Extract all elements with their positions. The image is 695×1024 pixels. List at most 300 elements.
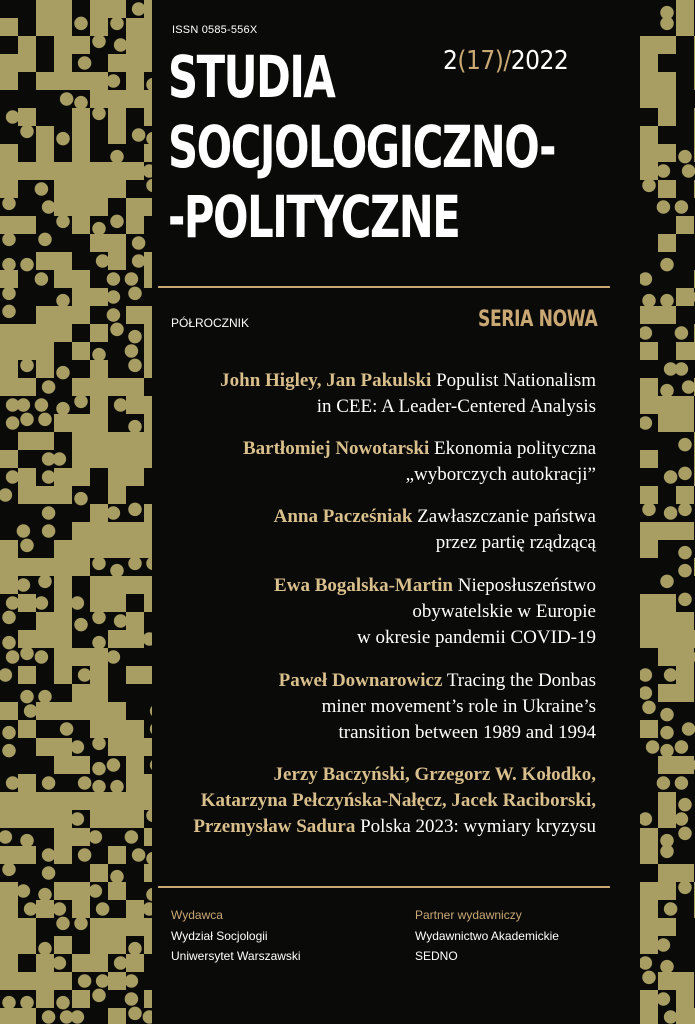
pattern-tile: [90, 288, 108, 306]
pattern-tile: [0, 144, 18, 162]
pattern-blob: [642, 294, 656, 308]
pattern-tile: [658, 972, 676, 990]
pattern-tile: [90, 234, 108, 252]
pattern-tile: [108, 936, 126, 954]
pattern-tile: [90, 432, 108, 450]
pattern-tile: [108, 576, 126, 594]
pattern-tile: [108, 54, 126, 72]
pattern-blob: [128, 503, 142, 517]
pattern-tile: [18, 54, 36, 72]
pattern-tile: [0, 702, 18, 720]
pattern-tile: [90, 594, 108, 612]
pattern-tile: [54, 252, 72, 270]
pattern-tile: [36, 0, 54, 18]
pattern-blob: [110, 215, 124, 229]
pattern-tile: [18, 486, 36, 504]
pattern-blob: [92, 348, 106, 362]
pattern-blob: [92, 737, 106, 751]
pattern-blob: [132, 236, 146, 250]
article-entry: [274, 504, 596, 556]
pattern-blob: [642, 701, 656, 715]
article-title: Nieposłuszeństwo: [452, 575, 596, 596]
pattern-blob: [38, 942, 52, 956]
frequency-label: PÓŁROCZNIK: [171, 316, 250, 330]
pattern-tile: [640, 990, 658, 1008]
pattern-tile: [144, 324, 152, 342]
pattern-blob: [114, 38, 128, 52]
article-author: Anna Pacześniak: [273, 506, 413, 527]
pattern-tile: [126, 630, 144, 648]
pattern-blob: [2, 996, 16, 1010]
pattern-blob: [42, 776, 56, 790]
pattern-blob: [17, 398, 31, 412]
pattern-blob: [110, 150, 124, 164]
pattern-blob: [675, 362, 689, 376]
pattern-tile: [18, 630, 36, 648]
article-title: in CEE: A Leader-Centered Analysis: [316, 396, 596, 417]
pattern-tile: [72, 792, 90, 810]
pattern-blob: [38, 888, 52, 902]
pattern-tile: [36, 324, 54, 342]
pattern-tile: [144, 270, 152, 288]
publisher-label: Wydawca: [171, 908, 223, 922]
pattern-tile: [676, 972, 694, 990]
article-author: Przemysław Sadura: [193, 816, 356, 837]
pattern-tile: [108, 702, 126, 720]
pattern-blob: [74, 96, 88, 110]
pattern-tile: [90, 0, 108, 18]
pattern-tile: [126, 810, 144, 828]
pattern-tile: [90, 450, 108, 468]
pattern-tile: [144, 990, 152, 1008]
pattern-blob: [660, 708, 674, 722]
pattern-tile: [36, 612, 54, 630]
pattern-tile: [108, 630, 126, 648]
pattern-tile: [54, 54, 72, 72]
journal-title-line: -POLITYCZNE: [168, 183, 460, 251]
pattern-blob: [107, 758, 121, 772]
pattern-tile: [144, 198, 152, 216]
pattern-tile: [658, 864, 676, 882]
pattern-blob: [6, 596, 20, 610]
pattern-tile: [54, 738, 72, 756]
pattern-tile: [72, 882, 90, 900]
pattern-tile: [658, 684, 676, 702]
pattern-blob: [675, 326, 689, 340]
pattern-tile: [126, 36, 144, 54]
pattern-blob: [71, 596, 85, 610]
pattern-tile: [90, 918, 108, 936]
pattern-blob: [56, 402, 70, 416]
pattern-tile: [676, 522, 694, 540]
series-label: SERIA NOWA: [478, 307, 598, 332]
pattern-tile: [144, 774, 152, 792]
pattern-tile: [36, 144, 54, 162]
pattern-tile: [54, 540, 72, 558]
pattern-blob: [35, 596, 49, 610]
article-title: Zawłaszczanie państwa: [412, 506, 596, 527]
pattern-tile: [54, 414, 72, 432]
pattern-tile: [36, 126, 54, 144]
pattern-tile: [126, 540, 144, 558]
pattern-tile: [18, 810, 36, 828]
pattern-blob: [78, 776, 92, 790]
pattern-blob: [107, 506, 121, 520]
pattern-tile: [0, 954, 18, 972]
pattern-tile: [54, 162, 72, 180]
pattern-tile: [72, 540, 90, 558]
pattern-tile: [90, 360, 108, 378]
pattern-blob: [678, 564, 692, 578]
journal-title-line: STUDIA: [168, 43, 335, 111]
pattern-tile: [640, 306, 658, 324]
article-author: Katarzyna Pełczyńska-Nałęcz, Jacek Raciborski,: [200, 790, 596, 811]
pattern-tile: [144, 342, 152, 360]
pattern-tile: [90, 684, 108, 702]
article-author: Jerzy Baczyński, Grzegorz W. Kołodko,: [273, 764, 596, 785]
pattern-tile: [640, 594, 658, 612]
pattern-blob: [664, 506, 678, 520]
pattern-tile: [676, 486, 694, 504]
partner-label: Partner wydawniczy: [415, 908, 522, 922]
pattern-blob: [107, 308, 121, 322]
pattern-tile: [0, 846, 18, 864]
pattern-tile: [0, 18, 18, 36]
pattern-blob: [42, 848, 56, 862]
pattern-tile: [90, 198, 108, 216]
article-line: [220, 394, 596, 420]
pattern-blob: [128, 1007, 142, 1021]
pattern-tile: [658, 306, 676, 324]
pattern-tile: [18, 216, 36, 234]
pattern-tile: [18, 1008, 36, 1024]
pattern-tile: [90, 378, 108, 396]
pattern-tile: [0, 72, 18, 90]
pattern-blob: [2, 636, 16, 650]
pattern-tile: [54, 468, 72, 486]
pattern-tile: [18, 468, 36, 486]
partner-info: [415, 926, 559, 966]
pattern-tile: [18, 108, 36, 126]
article-line: [274, 530, 596, 556]
pattern-blob: [640, 686, 652, 700]
pattern-tile: [18, 720, 36, 738]
pattern-tile: [144, 54, 152, 72]
pattern-tile: [108, 234, 126, 252]
pattern-tile: [72, 126, 90, 144]
pattern-blob: [38, 575, 52, 589]
pattern-blob: [132, 848, 146, 862]
pattern-tile: [36, 306, 54, 324]
pattern-blob: [110, 323, 124, 337]
pattern-tile: [0, 792, 18, 810]
pattern-blob: [657, 776, 671, 790]
pattern-blob: [640, 272, 652, 286]
pattern-blob: [2, 726, 16, 740]
pattern-tile: [126, 522, 144, 540]
publisher-line: Wydział Socjologii: [171, 929, 268, 943]
pattern-tile: [72, 36, 90, 54]
pattern-tile: [126, 612, 144, 630]
pattern-tile: [54, 270, 72, 288]
pattern-tile: [36, 738, 54, 756]
pattern-tile: [676, 648, 694, 666]
pattern-tile: [640, 396, 658, 414]
pattern-blob: [92, 989, 106, 1003]
article-title: miner movement’s role in Ukraine’s: [321, 696, 596, 717]
pattern-blob: [92, 557, 106, 571]
pattern-blob: [128, 942, 142, 956]
article-title: Ekonomia polityczna: [429, 438, 596, 459]
pattern-tile: [18, 918, 36, 936]
pattern-tile: [90, 666, 108, 684]
article-author: John Higley, Jan Pakulski: [220, 370, 432, 391]
pattern-tile: [72, 900, 90, 918]
pattern-blob: [640, 668, 652, 682]
pattern-blob: [0, 488, 12, 502]
article-entry: [220, 368, 596, 420]
pattern-tile: [640, 612, 658, 630]
pattern-tile: [144, 36, 152, 54]
pattern-tile: [54, 558, 72, 576]
pattern-blob: [38, 690, 52, 704]
pattern-tile: [54, 828, 72, 846]
issue-number-value: 2: [443, 46, 458, 76]
pattern-tile: [144, 306, 152, 324]
article-line: [193, 762, 596, 788]
pattern-tile: [36, 972, 54, 990]
pattern-blob: [125, 272, 139, 286]
article-line: [243, 462, 596, 488]
pattern-tile: [54, 198, 72, 216]
pattern-tile: [18, 432, 36, 450]
pattern-tile: [18, 162, 36, 180]
pattern-tile: [54, 666, 72, 684]
pattern-tile: [108, 108, 126, 126]
pattern-tile: [108, 540, 126, 558]
pattern-blob: [132, 254, 146, 268]
pattern-tile: [144, 828, 152, 846]
pattern-blob: [125, 992, 139, 1006]
pattern-tile: [144, 792, 152, 810]
pattern-tile: [54, 936, 72, 954]
pattern-tile: [126, 918, 144, 936]
pattern-blob: [71, 812, 85, 826]
pattern-tile: [676, 612, 694, 630]
pattern-blob: [92, 611, 106, 625]
pattern-blob: [74, 17, 88, 31]
pattern-tile: [0, 360, 18, 378]
pattern-blob: [642, 503, 656, 517]
pattern-tile: [658, 630, 676, 648]
pattern-tile: [90, 810, 108, 828]
pattern-blob: [2, 744, 16, 758]
pattern-tile: [36, 72, 54, 90]
pattern-blob: [6, 470, 20, 484]
pattern-tile: [90, 90, 108, 108]
pattern-blob: [128, 557, 142, 571]
pattern-tile: [54, 702, 72, 720]
pattern-tile: [36, 630, 54, 648]
pattern-tile: [640, 846, 658, 864]
pattern-tile: [90, 720, 108, 738]
pattern-tile: [36, 900, 54, 918]
article-title: obywatelskie w Europie: [412, 601, 596, 622]
pattern-tile: [72, 342, 90, 360]
pattern-tile: [676, 684, 694, 702]
pattern-blob: [35, 182, 49, 196]
pattern-tile: [126, 18, 144, 36]
pattern-blob: [6, 776, 20, 790]
article-line: [274, 504, 596, 530]
pattern-blob: [110, 870, 124, 884]
pattern-blob: [660, 17, 674, 31]
pattern-tile: [126, 396, 144, 414]
pattern-tile: [126, 198, 144, 216]
pattern-blob: [682, 722, 695, 736]
pattern-tile: [54, 972, 72, 990]
pattern-tile: [658, 522, 676, 540]
pattern-blob: [71, 740, 85, 754]
pattern-tile: [108, 972, 126, 990]
pattern-tile: [126, 576, 144, 594]
pattern-tile: [126, 738, 144, 756]
pattern-tile: [126, 72, 144, 90]
pattern-tile: [0, 324, 18, 342]
pattern-tile: [36, 432, 54, 450]
article-title: w okresie pandemii COVID-19: [356, 627, 596, 648]
pattern-blob: [92, 222, 106, 236]
pattern-blob: [20, 690, 34, 704]
pattern-tile: [54, 792, 72, 810]
pattern-blob: [6, 110, 20, 124]
pattern-tile: [0, 900, 18, 918]
divider-bottom: [158, 886, 610, 888]
pattern-blob: [20, 996, 34, 1010]
pattern-blob: [143, 632, 152, 646]
article-line: [274, 573, 596, 599]
pattern-tile: [36, 252, 54, 270]
pattern-tile: [54, 72, 72, 90]
pattern-tile: [90, 576, 108, 594]
pattern-tile: [640, 720, 658, 738]
pattern-blob: [664, 1010, 678, 1024]
pattern-blob: [42, 380, 56, 394]
article-author: Paweł Downarowicz: [278, 670, 443, 691]
article-line: [279, 720, 596, 746]
pattern-tile: [108, 792, 126, 810]
pattern-tile: [144, 414, 152, 432]
pattern-tile: [54, 18, 72, 36]
pattern-tile: [676, 864, 694, 882]
pattern-tile: [108, 522, 126, 540]
pattern-tile: [90, 522, 108, 540]
pattern-tile: [658, 396, 676, 414]
pattern-tile: [126, 450, 144, 468]
pattern-tile: [108, 378, 126, 396]
pattern-blob: [92, 636, 106, 650]
pattern-blob: [42, 524, 56, 538]
pattern-blob: [35, 272, 49, 286]
pattern-tile: [36, 702, 54, 720]
pattern-tile: [144, 144, 152, 162]
pattern-tile: [126, 756, 144, 774]
pattern-tile: [108, 90, 126, 108]
article-entry: [193, 762, 596, 840]
pattern-blob: [2, 611, 16, 625]
pattern-tile: [640, 486, 658, 504]
pattern-tile: [90, 540, 108, 558]
pattern-tile: [126, 666, 144, 684]
publisher-info: [171, 926, 301, 966]
pattern-blob: [17, 578, 31, 592]
pattern-tile: [676, 396, 694, 414]
pattern-tile: [36, 810, 54, 828]
article-title: Populist Nationalism: [431, 370, 596, 391]
pattern-blob: [20, 539, 34, 553]
pattern-tile: [72, 144, 90, 162]
pattern-tile: [658, 414, 676, 432]
pattern-tile: [676, 342, 694, 360]
pattern-tile: [0, 216, 18, 234]
pattern-tile: [0, 810, 18, 828]
partner-line: SEDNO: [415, 949, 458, 963]
pattern-blob: [128, 287, 142, 301]
pattern-blob: [143, 1010, 152, 1024]
pattern-blob: [678, 798, 692, 812]
pattern-blob: [6, 650, 20, 664]
pattern-tile: [640, 882, 658, 900]
pattern-blob: [92, 107, 106, 121]
pattern-tile: [126, 774, 144, 792]
article-entry: [243, 436, 596, 488]
pattern-tile: [18, 36, 36, 54]
pattern-blob: [42, 506, 56, 520]
pattern-blob: [20, 258, 34, 272]
pattern-tile: [108, 468, 126, 486]
pattern-tile: [126, 216, 144, 234]
pattern-tile: [72, 468, 90, 486]
pattern-tile: [126, 432, 144, 450]
pattern-tile: [0, 540, 18, 558]
pattern-tile: [108, 594, 126, 612]
pattern-blob: [660, 744, 674, 758]
pattern-tile: [90, 162, 108, 180]
pattern-blob: [640, 812, 652, 826]
pattern-blob: [114, 956, 128, 970]
pattern-tile: [144, 0, 152, 18]
issue-year: 2022: [510, 46, 569, 76]
pattern-tile: [0, 936, 18, 954]
pattern-blob: [660, 960, 674, 974]
pattern-blob: [660, 294, 674, 308]
pattern-blob: [675, 812, 689, 826]
decorative-pattern-left: [0, 0, 152, 1024]
pattern-tile: [676, 18, 694, 36]
pattern-tile: [676, 414, 694, 432]
pattern-tile: [54, 0, 72, 18]
pattern-tile: [144, 108, 152, 126]
pattern-tile: [36, 162, 54, 180]
pattern-blob: [678, 438, 692, 452]
pattern-blob: [657, 938, 671, 952]
pattern-blob: [71, 1010, 85, 1024]
pattern-tile: [658, 810, 676, 828]
article-line: [243, 436, 596, 462]
pattern-tile: [144, 918, 152, 936]
article-line: [274, 599, 596, 625]
pattern-tile: [72, 306, 90, 324]
